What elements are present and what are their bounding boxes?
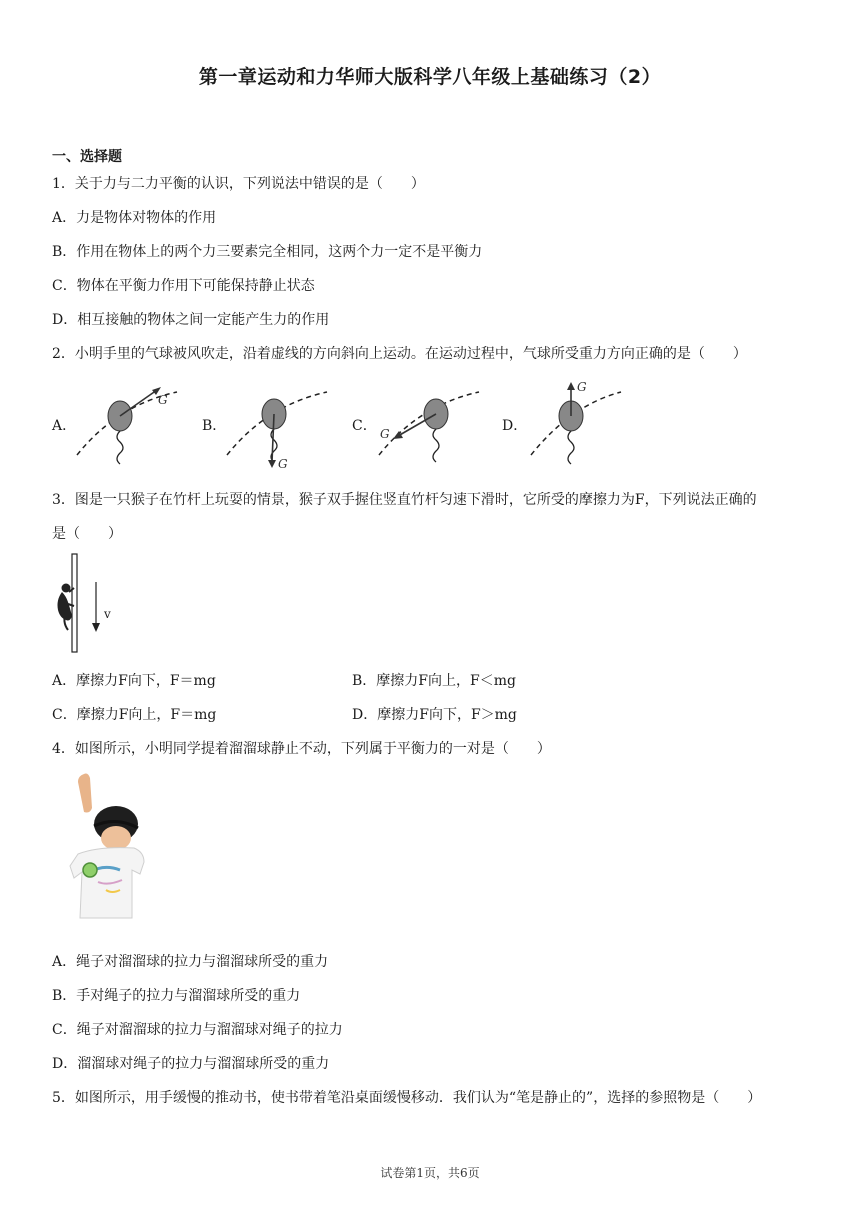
balloon-figure-c (374, 380, 484, 475)
question-1-stem: 1．关于力与二力平衡的认识，下列说法中错误的是（ ） (52, 176, 425, 192)
question-4-stem: 4．如图所示，小明同学提着溜溜球静止不动，下列属于平衡力的一对是（ ） (52, 741, 551, 757)
figure-label-a: A． (52, 418, 77, 434)
balloon-figure-d (526, 378, 626, 475)
page-footer: 试卷第1页，共6页 (380, 1166, 480, 1180)
force-label-g: G (577, 380, 587, 394)
question-3-option-d: D．摩擦力F向下，F＞mg (352, 707, 517, 723)
boy-with-yoyo-image (60, 772, 144, 920)
velocity-label: v (104, 607, 111, 621)
question-4-option-b: B．手对绳子的拉力与溜溜球所受的重力 (52, 988, 301, 1004)
force-label-g: G (380, 427, 390, 441)
force-label-g: G (158, 393, 168, 407)
question-3-stem-line-1: 3．图是一只猴子在竹杆上玩耍的情景，猴子双手握住竖直竹杆匀速下滑时，它所受的摩擦力为F，下列说法正确的 (52, 492, 757, 508)
question-3-option-a: A．摩擦力F向下，F＝mg (52, 673, 216, 689)
question-3-option-c: C．摩擦力F向上，F＝mg (52, 707, 217, 723)
question-3-stem-line-2: 是（ ） (52, 526, 122, 542)
balloon-figure-b (222, 380, 332, 475)
section-heading: 一、选择题 (52, 149, 122, 165)
force-label-g: G (278, 457, 288, 471)
question-4-option-a: A．绳子对溜溜球的拉力与溜溜球所受的重力 (52, 954, 329, 970)
question-4-option-c: C．绳子对溜溜球的拉力与溜溜球对绳子的拉力 (52, 1022, 343, 1038)
figure-label-b: B． (202, 418, 227, 434)
figure-label-c: C． (352, 418, 377, 434)
balloon-figure-a (72, 380, 182, 475)
question-1-option-b: B．作用在物体上的两个力三要素完全相同，这两个力一定不是平衡力 (52, 244, 483, 260)
question-1-option-c: C．物体在平衡力作用下可能保持静止状态 (52, 278, 315, 294)
page-title: 第一章运动和力华师大版科学八年级上基础练习（2） (198, 66, 662, 88)
question-3-option-b: B．摩擦力F向上，F＜mg (352, 673, 516, 689)
question-4-option-d: D．溜溜球对绳子的拉力与溜溜球所受的重力 (52, 1056, 330, 1072)
monkey-pole-figure (52, 552, 122, 656)
question-1-option-a: A．力是物体对物体的作用 (52, 210, 217, 226)
figure-label-d: D． (502, 418, 528, 434)
question-5-stem: 5．如图所示，用手缓慢的推动书，使书带着笔沿桌面缓慢移动．我们认为“笔是静止的”，选择的参照物是（ ） (52, 1090, 762, 1106)
question-2-stem: 2．小明手里的气球被风吹走，沿着虚线的方向斜向上运动。在运动过程中，气球所受重力方向正确的是（ ） (52, 346, 747, 362)
question-1-option-d: D．相互接触的物体之间一定能产生力的作用 (52, 312, 330, 328)
